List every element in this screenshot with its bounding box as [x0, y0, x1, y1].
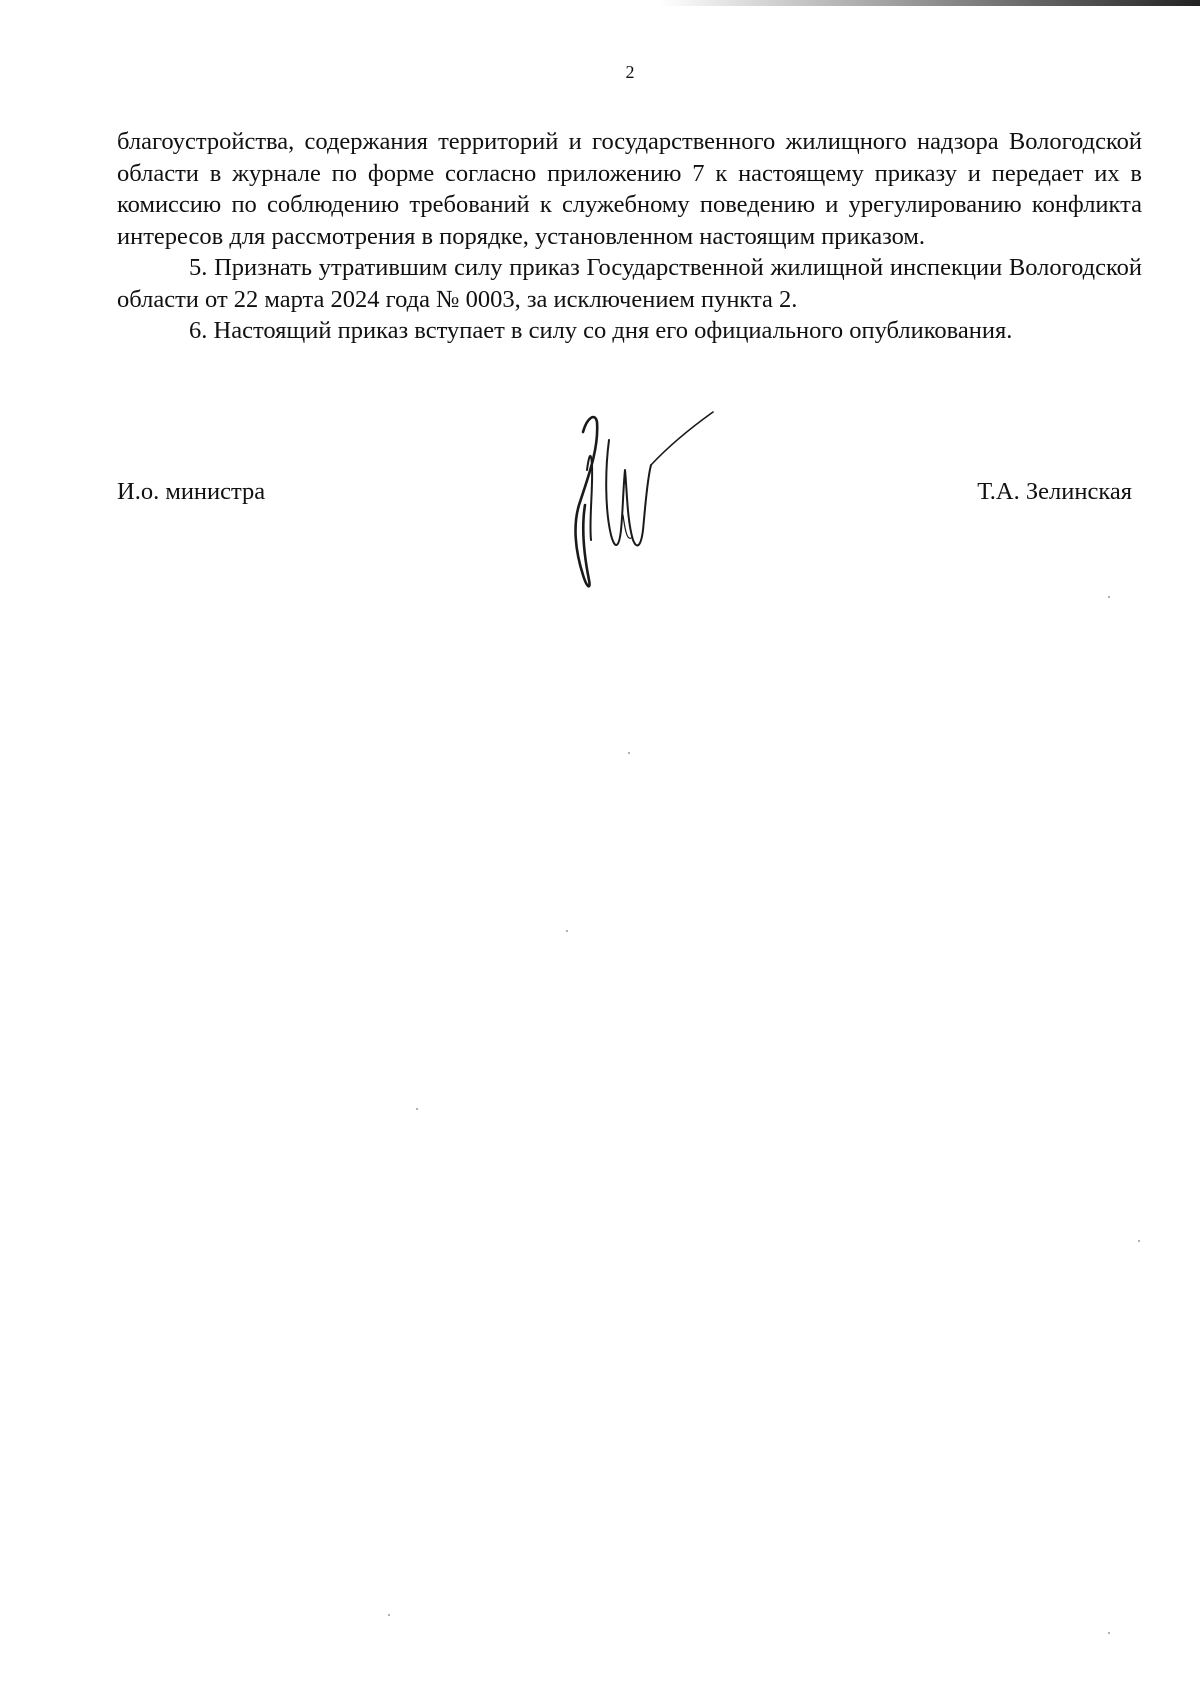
paragraph-continued: благоустройства, содержания территорий и государственного жилищного надзора Вологодской области в журнале по форме согласно приложению 7 к настоящему приказу и передает их в комиссию по соблюдению требований к служебному поведению и урегулированию конфликта интересов для рассмотрения в порядке, установленном настоящим приказом.: [117, 128, 1142, 250]
signer-position: И.о. министра: [117, 478, 266, 505]
paragraph-6: 6. Настоящий приказ вступает в силу со дня его официального опубликования.: [189, 317, 1013, 344]
signature-stroke-3: [606, 440, 651, 545]
signature-stroke-4: [651, 412, 713, 465]
scan-speck: [416, 1108, 418, 1110]
scan-top-edge: [0, 0, 1200, 6]
scan-speck: [1108, 596, 1110, 598]
scan-speck: [628, 752, 630, 754]
handwritten-signature: [565, 410, 735, 600]
scan-speck: [1138, 1240, 1140, 1242]
paragraph-5: 5. Признать утратившим силу приказ Государственной жилищной инспекции Вологодской области от 22 марта 2024 года № 0003, за исключением пункта 2.: [117, 254, 1142, 313]
page-number: 2: [625, 62, 635, 82]
scan-speck: [388, 1614, 390, 1616]
scan-speck: [1108, 1632, 1110, 1634]
scan-speck: [566, 930, 568, 932]
signature-stroke-1: [576, 417, 598, 586]
document-body: [117, 126, 1142, 347]
signer-name: Т.А. Зелинская: [977, 478, 1132, 505]
